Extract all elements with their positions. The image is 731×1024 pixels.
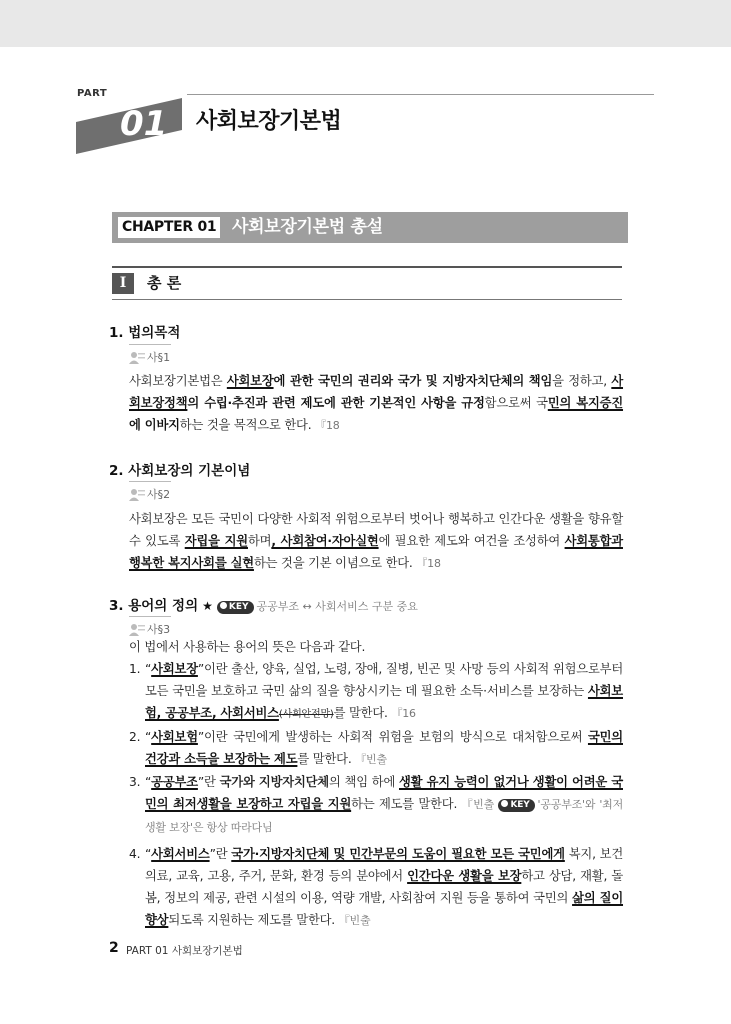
article-ref-s2 [129, 487, 209, 503]
key-note: '공공부조'와 '최저생활 보장'은 항상 따라다님 [145, 798, 624, 834]
law-purpose-text: 사회보장기본법은 사회보장에 관한 국민의 권리와 국가 및 지방자치단체의 책임을 정하고, 사회보장정책의 수립·추진과 관련 제도에 관한 기본적인 사항을 규정함으로써 국민의 복지증진에 이바지하는 것을 목적으로 한다. 『18 [129, 374, 624, 432]
key-badge: KEY [498, 799, 534, 812]
exam-year-ref: 『16 [391, 707, 416, 720]
section-rule-top [112, 266, 622, 268]
chapter-title: 사회보장기본법 총설 [232, 217, 383, 237]
struck-text: (사회안전망) [278, 709, 334, 720]
article-rule [129, 481, 171, 482]
definition-public-assistance: 3. “공공부조”란 국가와 지방자치단체의 책임 하에 생활 유지 능력이 없거나 생활이 어려운 국민의 최저생활을 보장하고 자립을 지원하는 제도를 말한다. 『빈출 KEY '공공부조'와 '최저생활 보장'은 항상 따라다님 [129, 775, 624, 834]
person-icon [129, 623, 145, 636]
definition-social-security: 1. “사회보장”이란 출산, 양육, 실업, 노령, 장애, 질병, 빈곤 및 사망 등의 사회적 위험으로부터 모든 국민을 보호하고 국민 삶의 질을 향상시키는 데 필요한 소득·서비스를 보장하는 사회보험, 공공부조, 사회서비스(사회안전망)를 말한다. 『16 [129, 662, 623, 720]
article-label: 사§1 [147, 351, 171, 364]
key-note: 공공부조 ↔ 사회서비스 구분 중요 [256, 600, 418, 613]
key-badge: KEY [217, 601, 254, 614]
person-icon [129, 488, 145, 501]
article-label: 사§2 [147, 488, 171, 501]
frequent-ref: 『빈출 [461, 798, 495, 811]
section-title: 총 론 [147, 274, 182, 292]
article-label: 사§3 [147, 623, 171, 636]
heading-law-purpose: 1. 법의목적 [109, 325, 181, 341]
key-dot-icon [220, 602, 227, 609]
section-rule-bottom [112, 299, 622, 300]
chapter-banner [112, 212, 628, 243]
page-number: 2 [109, 940, 119, 956]
star-icon: ★ [202, 599, 213, 613]
heading-basic-ideology: 2. 사회보장의 기본이념 [109, 463, 251, 479]
heading-definitions: 3. 용어의 정의 ★ KEY 공공부조 ↔ 사회서비스 구분 중요 [109, 598, 418, 614]
basic-ideology-text: 사회보장은 모든 국민이 다양한 사회적 위험으로부터 벗어나 행복하고 인간다운 생활을 향유할 수 있도록 자립을 지원하며, 사회참여·자아실현에 필요한 제도와 여건을 조성하여 사회통합과 행복한 복지사회를 실현하는 것을 기본 이념으로 한다. 『18 [129, 512, 623, 570]
part-header-rule [187, 94, 654, 95]
frequent-ref: 『빈출 [355, 753, 387, 766]
part-label: PART [77, 88, 108, 99]
exam-year-ref: 『18 [416, 557, 441, 570]
chapter-tag: CHAPTER 01 [118, 217, 220, 238]
part-number: 01 [120, 104, 168, 144]
frequent-ref: 『빈출 [338, 914, 371, 927]
key-dot-icon [501, 800, 508, 807]
article-ref-s1 [129, 350, 209, 366]
article-rule [129, 344, 171, 345]
person-icon [129, 351, 145, 364]
part-number-badge [76, 98, 182, 154]
exam-year-ref: 『18 [315, 419, 340, 432]
definitions-list [129, 658, 623, 932]
article-rule [129, 616, 171, 617]
part-title: 사회보장기본법 [196, 109, 342, 134]
definitions-intro: 이 법에서 사용하는 용어의 뜻은 다음과 같다. [129, 640, 366, 654]
top-margin-band [0, 0, 731, 47]
definition-social-service: 4. “사회서비스”란 국가·지방자치단체 및 민간부문의 도움이 필요한 모든 국민에게 복지, 보건의료, 교육, 고용, 주거, 문화, 환경 등의 분야에서 인간다운 생활을 보장하고 상담, 재활, 돌봄, 정보의 제공, 관련 시설의 이용, 역량 개발, 사회참여 지원 등을 통하여 국민의 삶의 질이 향상되도록 지원하는 제도를 말한다. 『빈출 [129, 847, 624, 927]
definition-social-insurance: 2. “사회보험”이란 국민에게 발생하는 사회적 위험을 보험의 방식으로 대처함으로써 국민의 건강과 소득을 보장하는 제도를 말한다. 『빈출 [129, 730, 623, 766]
section-number: I [112, 273, 134, 294]
running-footer: PART 01 사회보장기본법 [126, 945, 243, 957]
